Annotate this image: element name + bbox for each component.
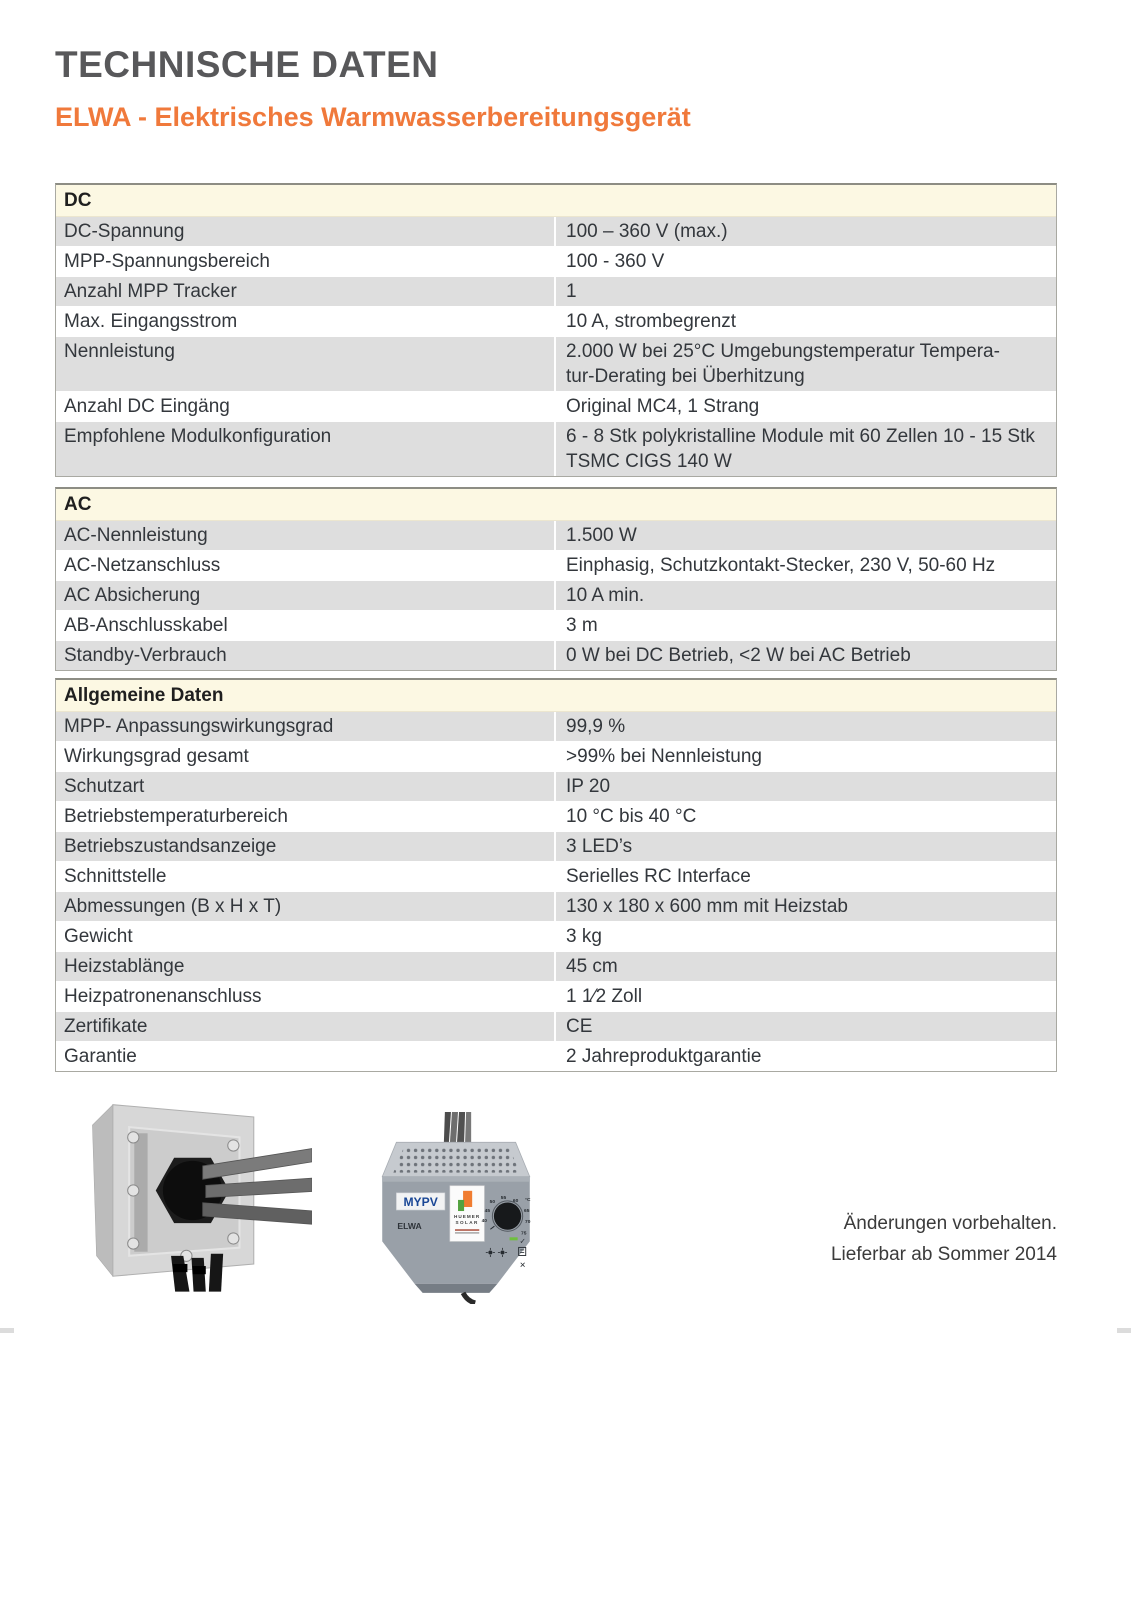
table-row bbox=[56, 550, 1056, 580]
spec-label: DC-Spannung bbox=[64, 221, 185, 242]
spec-value: Einphasig, Schutzkontakt-Stecker, 230 V, 50-60 Hz bbox=[554, 551, 1056, 580]
spec-label: Anzahl MPP Tracker bbox=[64, 281, 237, 302]
table-row bbox=[56, 891, 1056, 921]
ac-table bbox=[55, 487, 1057, 671]
spec-value: 130 x 180 x 600 mm mit Heizstab bbox=[554, 892, 1056, 921]
spec-value: 3 kg bbox=[554, 922, 1056, 951]
table-row bbox=[56, 306, 1056, 336]
spec-value: 2 Jahreproduktgarantie bbox=[554, 1042, 1056, 1071]
footer-line2: Lieferbar ab Sommer 2014 bbox=[830, 1244, 1057, 1265]
model-text: ELWA bbox=[397, 1221, 422, 1232]
spec-value bbox=[554, 422, 1056, 476]
spec-value: Serielles RC Interface bbox=[554, 862, 1056, 891]
spec-label: Garantie bbox=[64, 1046, 137, 1067]
dial-75: 75 bbox=[521, 1231, 527, 1237]
spec-value: >99% bei Nennleistung bbox=[554, 742, 1056, 771]
brand-text: MYPV bbox=[403, 1194, 438, 1209]
spec-value: 100 – 360 V (max.) bbox=[554, 217, 1056, 246]
table-row bbox=[56, 246, 1056, 276]
dial-60: 60 bbox=[512, 1198, 519, 1204]
spec-value: 1 1⁄2 Zoll bbox=[554, 982, 1056, 1011]
page-title: TECHNISCHE DATEN bbox=[55, 44, 439, 85]
table-row bbox=[56, 801, 1056, 831]
spec-value: 10 °C bis 40 °C bbox=[554, 802, 1056, 831]
spec-label: Gewicht bbox=[64, 926, 133, 947]
maker-label-line2: SOLAR bbox=[455, 1220, 479, 1226]
ac-table-header: AC bbox=[56, 489, 1056, 521]
product-photo-elwa-unit bbox=[368, 1112, 544, 1304]
spec-value bbox=[554, 337, 1056, 391]
spec-value: 10 A, strombegrenzt bbox=[554, 307, 1056, 336]
dial-65: 65 bbox=[524, 1209, 530, 1215]
dial-55: 55 bbox=[500, 1195, 507, 1201]
table-row bbox=[56, 921, 1056, 951]
table-row bbox=[56, 1011, 1056, 1041]
spec-label: Nennleistung bbox=[64, 341, 175, 362]
spec-value: 1.500 W bbox=[554, 521, 1056, 550]
spec-value: 3 LED’s bbox=[554, 832, 1056, 861]
table-row bbox=[56, 640, 1056, 670]
spec-label: AC-Netzanschluss bbox=[64, 555, 221, 576]
page-break-mark-right bbox=[1117, 1328, 1131, 1333]
logo-green-mark bbox=[458, 1200, 464, 1211]
spec-label: Max. Eingangsstrom bbox=[64, 311, 238, 332]
spec-label: Abmessungen (B x H x T) bbox=[64, 896, 282, 917]
dc-table bbox=[55, 183, 1057, 477]
logo-orange-mark bbox=[463, 1191, 472, 1207]
check-icon: ✓ bbox=[519, 1236, 526, 1246]
spec-label: MPP-Spannungsbereich bbox=[64, 251, 270, 272]
table-row bbox=[56, 610, 1056, 640]
spec-value: CE bbox=[554, 1012, 1056, 1041]
spec-value: 0 W bei DC Betrieb, <2 W bei AC Betrieb bbox=[554, 641, 1056, 670]
green-led bbox=[510, 1237, 518, 1240]
dial-45: 45 bbox=[484, 1209, 491, 1215]
dial-40: 40 bbox=[481, 1219, 487, 1225]
table-row bbox=[56, 421, 1056, 476]
spec-value: 99,9 % bbox=[554, 712, 1056, 741]
spec-label: Heizpatronenanschluss bbox=[64, 986, 262, 1007]
spec-value: Original MC4, 1 Strang bbox=[554, 392, 1056, 421]
dial-knob bbox=[494, 1202, 521, 1229]
table-row bbox=[56, 276, 1056, 306]
table-row bbox=[56, 336, 1056, 391]
table-row bbox=[56, 951, 1056, 981]
spec-label: Schutzart bbox=[64, 776, 145, 797]
spec-label: AC-Nennleistung bbox=[64, 525, 208, 546]
cross-icon: ✕ bbox=[519, 1260, 526, 1270]
dial-50: 50 bbox=[489, 1199, 496, 1205]
spec-value-line1: 2.000 W bei 25°C Umgebungstemperatur Tempera- bbox=[566, 341, 1000, 362]
vent-grid bbox=[393, 1148, 519, 1172]
dial-70: 70 bbox=[525, 1220, 531, 1226]
spec-label: AB-Anschlusskabel bbox=[64, 615, 228, 636]
table-row bbox=[56, 712, 1056, 741]
spec-label: Heizstablänge bbox=[64, 956, 185, 977]
general-data-table-header: Allgemeine Daten bbox=[56, 680, 1056, 712]
dial-unit: °C bbox=[525, 1197, 531, 1203]
spec-label: Schnittstelle bbox=[64, 866, 167, 887]
spec-value: 100 - 360 V bbox=[554, 247, 1056, 276]
spec-value-line2: tur-Derating bei Überhitzung bbox=[566, 366, 805, 387]
page-subtitle: ELWA - Elektrisches Warmwasserbereitungsgerät bbox=[55, 102, 691, 132]
power-cord bbox=[463, 1293, 475, 1303]
spec-label: Wirkungsgrad gesamt bbox=[64, 746, 249, 767]
table-row bbox=[56, 391, 1056, 421]
spec-value: 45 cm bbox=[554, 952, 1056, 981]
table-row bbox=[56, 981, 1056, 1011]
product-photo-heating-element bbox=[72, 1092, 312, 1292]
table-row bbox=[56, 771, 1056, 801]
maker-label bbox=[450, 1186, 484, 1242]
maker-label-line1: HUEMER bbox=[454, 1214, 481, 1220]
pipes bbox=[444, 1112, 471, 1142]
page-break-mark-left bbox=[0, 1328, 14, 1333]
footer-line1: Änderungen vorbehalten. bbox=[843, 1213, 1057, 1234]
spec-label: Empfohlene Modulkonfiguration bbox=[64, 426, 332, 447]
table-row bbox=[56, 741, 1056, 771]
general-data-table bbox=[55, 678, 1057, 1072]
spec-label: MPP- Anpassungswirkungsgrad bbox=[64, 716, 334, 737]
spec-label: Betriebstemperaturbereich bbox=[64, 806, 288, 827]
spec-label: Anzahl DC Eingäng bbox=[64, 396, 230, 417]
spec-label: Betriebszustandsanzeige bbox=[64, 836, 277, 857]
table-row bbox=[56, 521, 1056, 550]
spec-value: IP 20 bbox=[554, 772, 1056, 801]
table-row bbox=[56, 580, 1056, 610]
spec-value: 3 m bbox=[554, 611, 1056, 640]
spec-label: AC Absicherung bbox=[64, 585, 201, 606]
table-row bbox=[56, 217, 1056, 246]
table-row bbox=[56, 861, 1056, 891]
cables bbox=[171, 1254, 223, 1292]
spec-label: Zertifikate bbox=[64, 1016, 148, 1037]
brand-badge bbox=[396, 1193, 445, 1210]
footer-note bbox=[831, 1208, 1057, 1270]
spec-value-line2: TSMC CIGS 140 W bbox=[566, 451, 732, 472]
spec-value: 10 A min. bbox=[554, 581, 1056, 610]
spec-value: 1 bbox=[554, 277, 1056, 306]
dc-table-header: DC bbox=[56, 185, 1056, 217]
table-row bbox=[56, 831, 1056, 861]
spec-value-line1: 6 - 8 Stk polykristalline Module mit 60 Zellen 10 - 15 Stk bbox=[566, 426, 1035, 447]
table-row bbox=[56, 1041, 1056, 1071]
spec-label: Standby-Verbrauch bbox=[64, 645, 227, 666]
